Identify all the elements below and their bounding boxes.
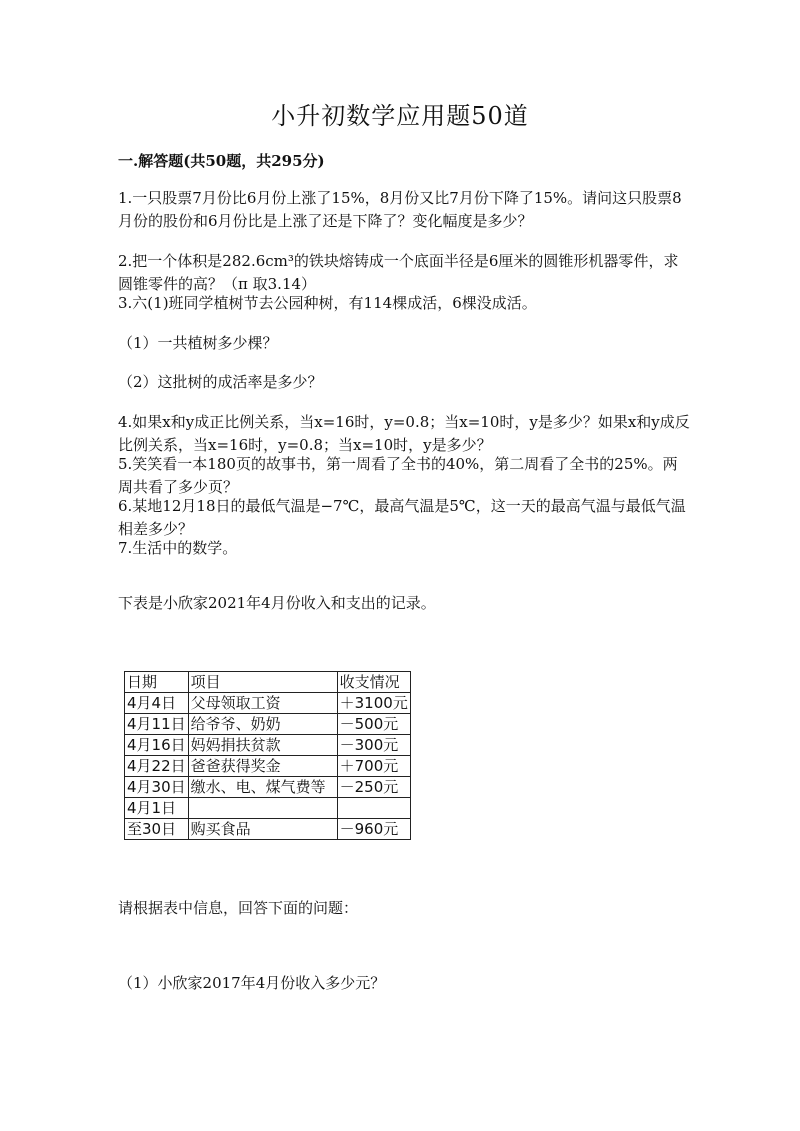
cell-date: 4月1日 [125, 798, 189, 819]
cell-amount: ＋3100元 [337, 693, 410, 714]
cell-amount: －300元 [337, 735, 410, 756]
question-3-part-2: （2）这批树的成活率是多少？ [118, 373, 323, 391]
question-1: 1.一只股票7月份比6月份上涨了15%，8月份又比7月份下降了15%。请问这只股票8月份的股份和6月份比是上涨了还是下降了？变化幅度是多少？ [118, 189, 682, 230]
question-7: 7.生活中的数学。 [118, 539, 238, 557]
header-date: 日期 [125, 672, 189, 693]
table-row [125, 819, 411, 840]
cell-date: 4月4日 [125, 693, 189, 714]
table-row [125, 714, 411, 735]
income-expense-table [124, 671, 411, 840]
header-amount: 收支情况 [337, 672, 410, 693]
question-2: 2.把一个体积是282.6cm³的铁块熔铸成一个底面半径是6厘米的圆锥形机器零件，求圆锥零件的高？（π 取3.14） [118, 252, 679, 293]
table-prompt: 请根据表中信息，回答下面的问题： [118, 899, 359, 917]
question-5: 5.笑笑看一本180页的故事书，第一周看了全书的40%，第二周看了全书的25%。两周共看了多少页？ [118, 455, 678, 496]
cell-item: 爸爸获得奖金 [188, 756, 337, 777]
cell-item: 给爷爷、奶奶 [188, 714, 337, 735]
cell-item: 父母领取工资 [188, 693, 337, 714]
cell-item: 妈妈捐扶贫款 [188, 735, 337, 756]
question-3: 3.六(1)班同学植树节去公园种树，有114棵成活，6棵没成活。 [118, 294, 537, 312]
cell-date: 4月30日 [125, 777, 189, 798]
header-item: 项目 [188, 672, 337, 693]
cell-item [188, 798, 337, 819]
sub-question-1: （1）小欣家2017年4月份收入多少元？ [118, 974, 386, 992]
cell-item: 购买食品 [188, 819, 337, 840]
cell-amount: ＋700元 [337, 756, 410, 777]
table-row [125, 693, 411, 714]
page-title: 小升初数学应用题50道 [271, 102, 529, 130]
section-heading: 一.解答题(共50题，共295分) [118, 152, 325, 170]
cell-amount [337, 798, 410, 819]
table-intro: 下表是小欣家2021年4月份收入和支出的记录。 [118, 594, 436, 612]
cell-date: 4月11日 [125, 714, 189, 735]
cell-date: 4月16日 [125, 735, 189, 756]
table-header-row [125, 672, 411, 693]
cell-date: 4月22日 [125, 756, 189, 777]
table-row [125, 735, 411, 756]
cell-item: 缴水、电、煤气费等 [188, 777, 337, 798]
cell-amount: －250元 [337, 777, 410, 798]
cell-amount: －500元 [337, 714, 410, 735]
table-row [125, 756, 411, 777]
cell-amount: －960元 [337, 819, 410, 840]
table-row [125, 777, 411, 798]
table-row [125, 798, 411, 819]
question-4: 4.如果x和y成正比例关系，当x=16时，y=0.8；当x=10时，y是多少？如果x和y成反比例关系，当x=16时，y=0.8；当x=10时，y是多少？ [118, 413, 690, 454]
cell-date: 至30日 [125, 819, 189, 840]
question-3-part-1: （1）一共植树多少棵？ [118, 334, 278, 352]
question-6: 6.某地12月18日的最低气温是−7℃，最高气温是5℃，这一天的最高气温与最低气温相差多少？ [118, 497, 686, 538]
